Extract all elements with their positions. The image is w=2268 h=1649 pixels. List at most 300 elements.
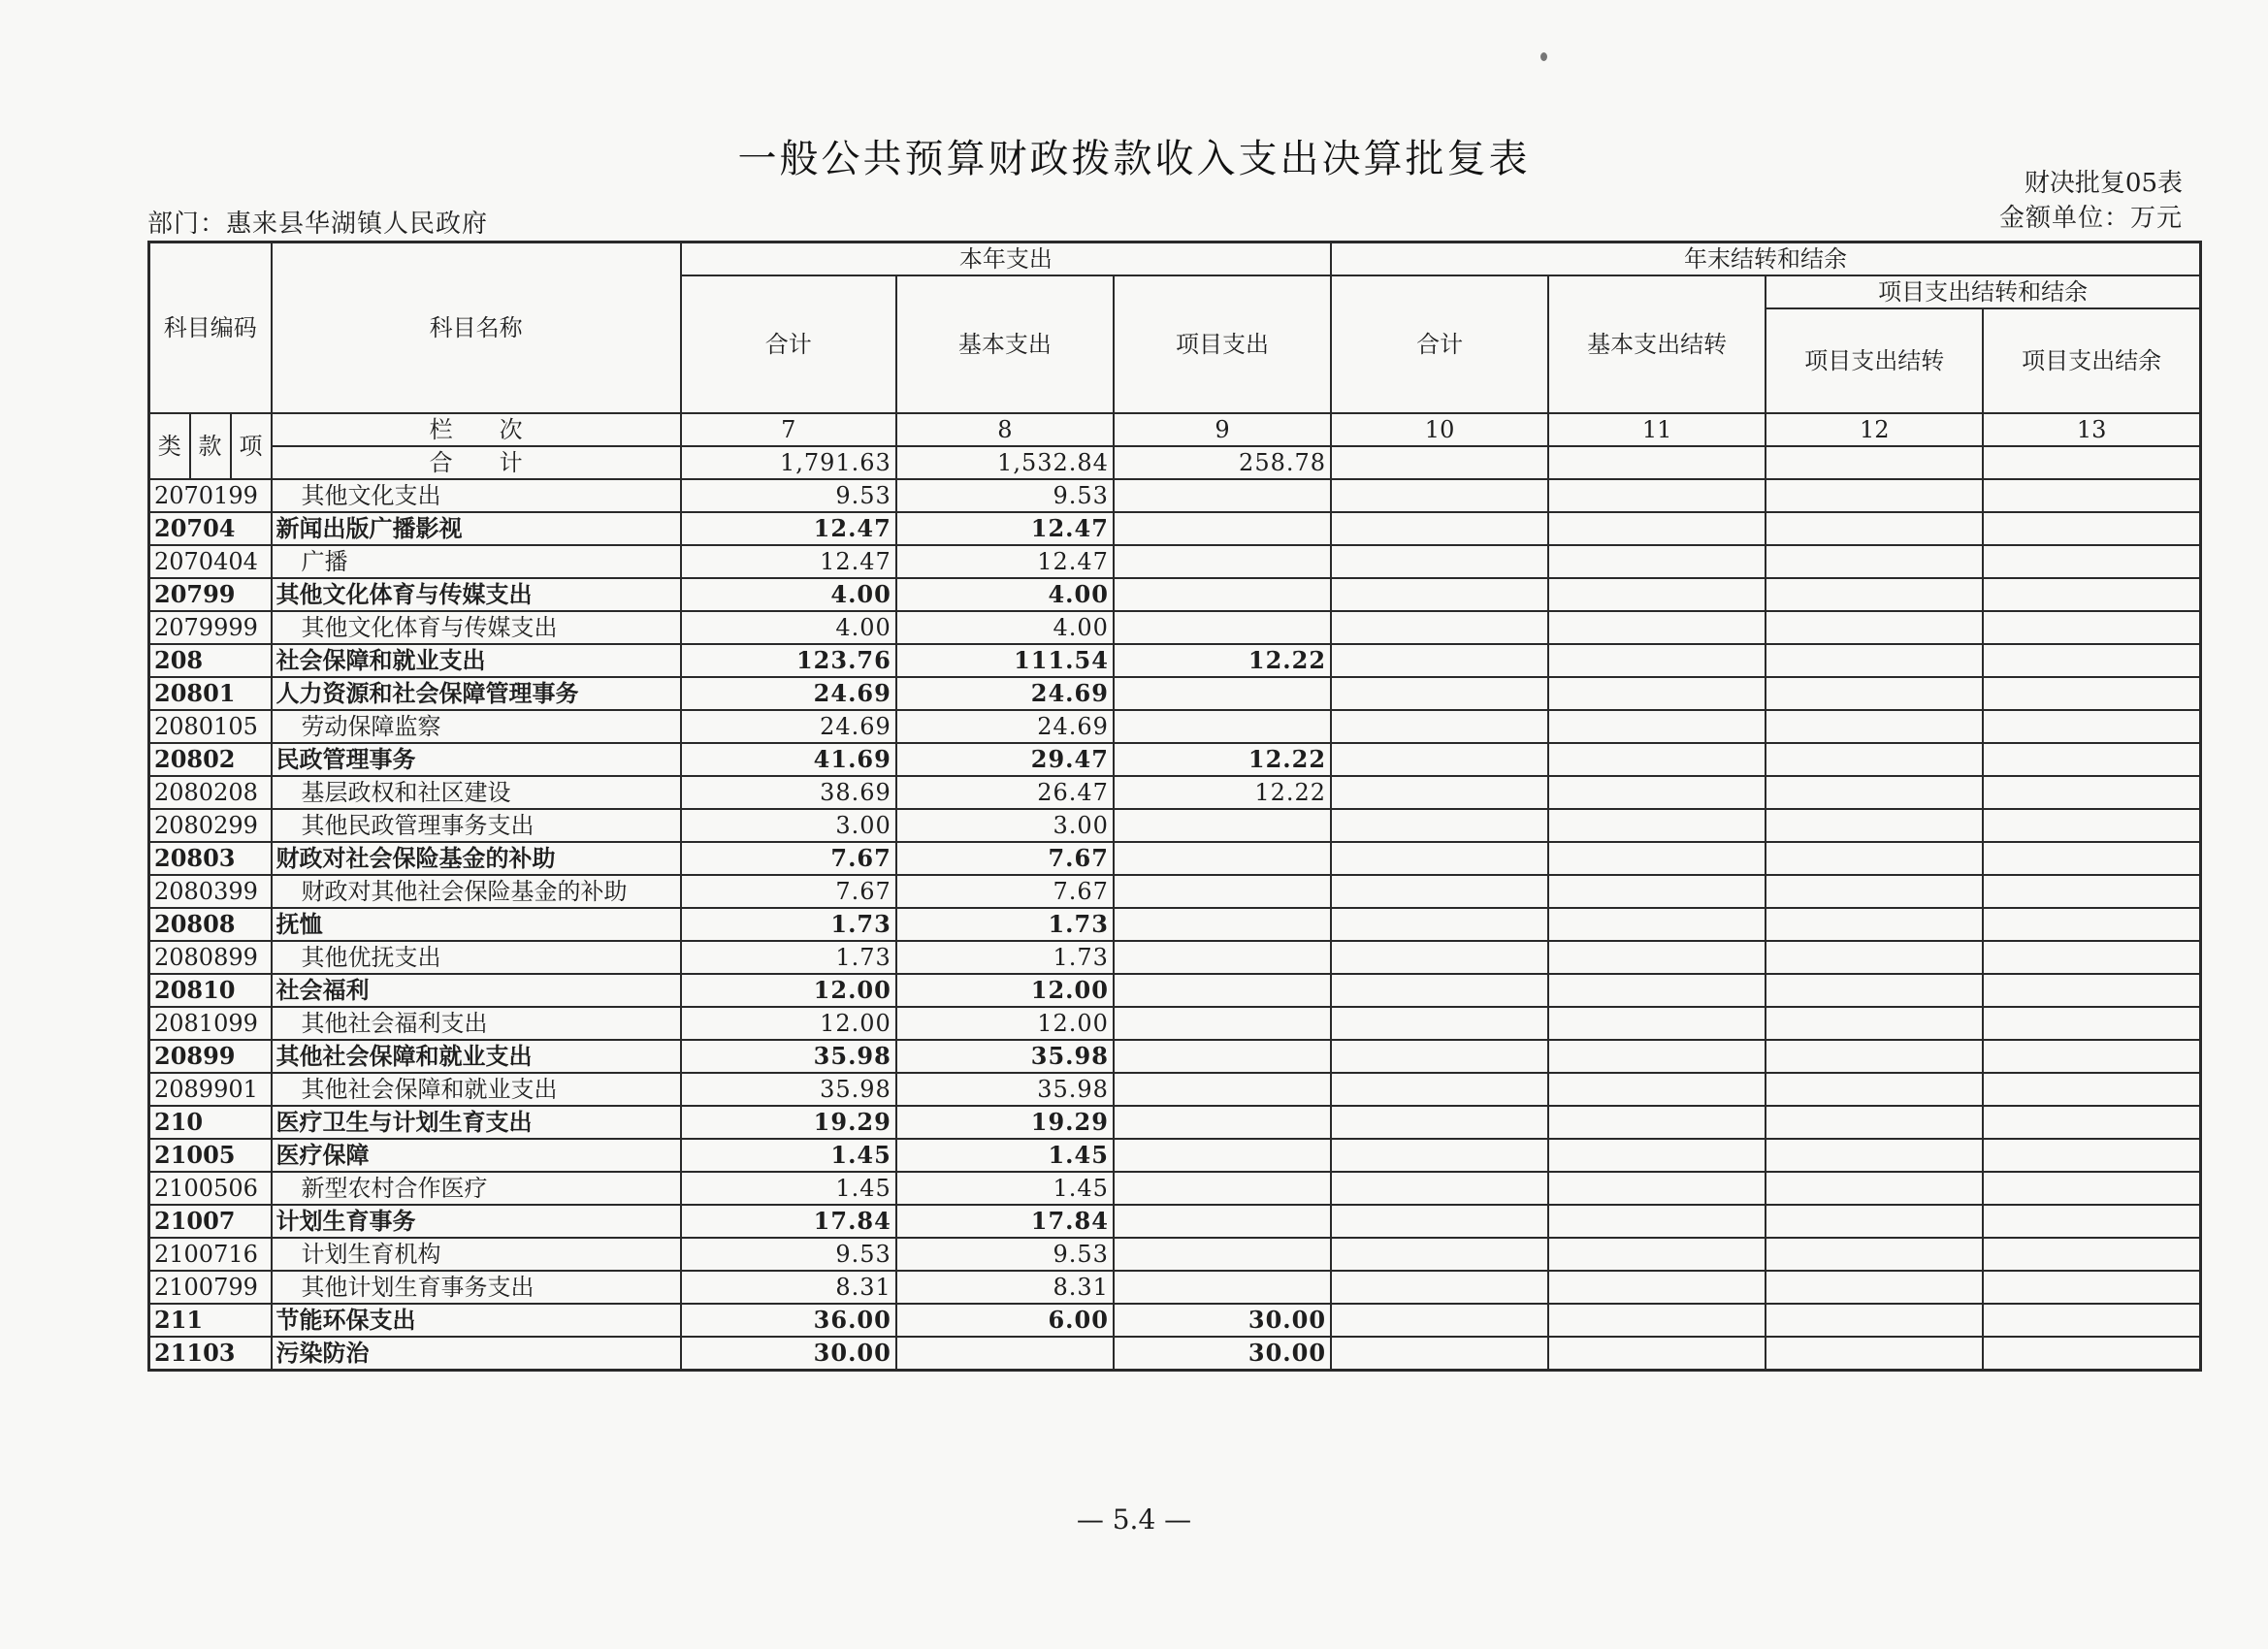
empty-cell [1766,1271,1983,1304]
empty-cell [1983,875,2200,908]
name-cell: 计划生育机构 [272,1238,681,1271]
empty-cell [1766,1205,1983,1238]
table-row [149,1205,2201,1238]
header-current-year: 本年支出 [681,242,1331,275]
empty-cell [1766,842,1983,875]
empty-cell [1331,1337,1548,1371]
table-row [149,875,2201,908]
empty-cell [1766,1139,1983,1172]
name-cell: 财政对其他社会保险基金的补助 [272,875,681,908]
empty-cell [1548,1271,1766,1304]
header-total: 合计 [681,275,896,413]
header-project: 项目支出 [1114,275,1331,413]
department-label: 部门：惠来县华湖镇人民政府 [147,210,489,239]
empty-cell [1331,1073,1548,1106]
header-basic: 基本支出 [896,275,1114,413]
code-cell: 210 [149,1106,272,1139]
code-cell: 2079999 [149,611,272,644]
empty-cell [1983,1304,2200,1337]
empty-cell [1331,1172,1548,1205]
basic-cell: 1.45 [896,1139,1114,1172]
project-cell [1114,677,1331,710]
empty-cell [1331,1205,1548,1238]
name-cell: 其他社会保障和就业支出 [272,1040,681,1073]
code-cell: 2080399 [149,875,272,908]
empty-cell [1983,446,2200,479]
empty-cell [1766,611,1983,644]
project-cell: 12.22 [1114,776,1331,809]
empty-cell [1983,1139,2200,1172]
empty-cell [1983,776,2200,809]
budget-table [147,241,2202,1372]
total-cell: 7.67 [681,875,896,908]
name-cell: 新闻出版广播影视 [272,512,681,545]
col-number: 9 [1114,413,1331,446]
empty-cell [1548,1073,1766,1106]
project-cell [1114,512,1331,545]
empty-cell [1331,875,1548,908]
empty-cell [1331,644,1548,677]
empty-cell [1548,842,1766,875]
code-cell: 2100799 [149,1271,272,1304]
basic-cell: 35.98 [896,1040,1114,1073]
grand-basic-cell: 1,532.84 [896,446,1114,479]
header-ye-total: 合计 [1331,275,1548,413]
total-cell: 12.47 [681,545,896,578]
empty-cell [1766,677,1983,710]
name-cell: 其他文化支出 [272,479,681,512]
name-cell: 其他文化体育与传媒支出 [272,611,681,644]
col-number: 11 [1548,413,1766,446]
empty-cell [1766,578,1983,611]
project-cell [1114,842,1331,875]
basic-cell: 1.73 [896,941,1114,974]
empty-cell [1983,545,2200,578]
basic-cell: 4.00 [896,578,1114,611]
empty-cell [1548,743,1766,776]
empty-cell [1983,1106,2200,1139]
empty-cell [1331,1007,1548,1040]
table-row [149,611,2201,644]
total-cell: 9.53 [681,479,896,512]
header-ye-project-surplus: 项目支出结余 [1983,308,2200,413]
empty-cell [1766,1304,1983,1337]
name-cell: 抚恤 [272,908,681,941]
code-cell: 2080105 [149,710,272,743]
empty-cell [1766,1073,1983,1106]
empty-cell [1331,1040,1548,1073]
empty-cell [1766,1172,1983,1205]
header-kuan: 款 [190,413,231,479]
basic-cell: 1.73 [896,908,1114,941]
empty-cell [1331,446,1548,479]
name-cell: 节能环保支出 [272,1304,681,1337]
table-row [149,974,2201,1007]
form-number: 财决批复05表 [2024,169,2183,198]
name-cell: 财政对社会保险基金的补助 [272,842,681,875]
empty-cell [1548,710,1766,743]
empty-cell [1331,1106,1548,1139]
name-cell: 其他计划生育事务支出 [272,1271,681,1304]
empty-cell [1331,842,1548,875]
table-row [149,1073,2201,1106]
table-row [149,941,2201,974]
project-cell: 12.22 [1114,743,1331,776]
code-cell: 2080299 [149,809,272,842]
table-row [149,1304,2201,1337]
code-cell: 20799 [149,578,272,611]
project-cell: 12.22 [1114,644,1331,677]
empty-cell [1983,1238,2200,1271]
header-code: 科目编码 [149,242,272,413]
total-cell: 19.29 [681,1106,896,1139]
project-cell [1114,479,1331,512]
col-number: 10 [1331,413,1548,446]
name-cell: 新型农村合作医疗 [272,1172,681,1205]
code-cell: 2081099 [149,1007,272,1040]
code-cell: 21103 [149,1337,272,1371]
header-name: 科目名称 [272,242,681,413]
header-ye-project-group: 项目支出结转和结余 [1766,275,2200,308]
grand-project-cell: 258.78 [1114,446,1331,479]
header-year-end: 年末结转和结余 [1331,242,2200,275]
empty-cell [1983,710,2200,743]
empty-cell [1548,875,1766,908]
empty-cell [1331,710,1548,743]
empty-cell [1766,446,1983,479]
empty-cell [1766,1238,1983,1271]
total-cell: 1.45 [681,1139,896,1172]
empty-cell [1548,1007,1766,1040]
empty-cell [1766,1337,1983,1371]
basic-cell: 24.69 [896,710,1114,743]
code-cell: 2100506 [149,1172,272,1205]
basic-cell: 3.00 [896,809,1114,842]
code-cell: 20808 [149,908,272,941]
empty-cell [1766,1040,1983,1073]
table-row [149,1007,2201,1040]
empty-cell [1983,1007,2200,1040]
total-cell: 30.00 [681,1337,896,1371]
table-row [149,842,2201,875]
project-cell [1114,1007,1331,1040]
name-cell: 污染防治 [272,1337,681,1371]
empty-cell [1766,1106,1983,1139]
total-cell: 38.69 [681,776,896,809]
project-cell [1114,908,1331,941]
empty-cell [1766,710,1983,743]
basic-cell: 9.53 [896,1238,1114,1271]
project-cell [1114,1271,1331,1304]
empty-cell [1548,776,1766,809]
empty-cell [1331,941,1548,974]
basic-cell: 35.98 [896,1073,1114,1106]
total-cell: 24.69 [681,710,896,743]
project-cell [1114,1205,1331,1238]
table-row [149,743,2201,776]
project-cell [1114,611,1331,644]
empty-cell [1766,908,1983,941]
empty-cell [1548,809,1766,842]
project-cell [1114,1040,1331,1073]
project-cell [1114,710,1331,743]
name-cell: 计划生育事务 [272,1205,681,1238]
empty-cell [1983,1073,2200,1106]
name-cell: 其他社会福利支出 [272,1007,681,1040]
basic-cell: 12.00 [896,1007,1114,1040]
empty-cell [1983,1337,2200,1371]
name-cell: 社会保障和就业支出 [272,644,681,677]
name-cell: 社会福利 [272,974,681,1007]
code-cell: 208 [149,644,272,677]
empty-cell [1548,1172,1766,1205]
basic-cell: 26.47 [896,776,1114,809]
total-cell: 41.69 [681,743,896,776]
total-cell: 1.45 [681,1172,896,1205]
table-row [149,710,2201,743]
basic-cell: 29.47 [896,743,1114,776]
empty-cell [1331,809,1548,842]
empty-cell [1548,1106,1766,1139]
table-row [149,1172,2201,1205]
table-row [149,578,2201,611]
empty-cell [1766,479,1983,512]
empty-cell [1766,941,1983,974]
project-cell [1114,1139,1331,1172]
total-cell: 12.00 [681,1007,896,1040]
empty-cell [1983,677,2200,710]
empty-cell [1983,611,2200,644]
basic-cell: 12.47 [896,545,1114,578]
name-cell: 其他优抚支出 [272,941,681,974]
code-cell: 20810 [149,974,272,1007]
table-row [149,776,2201,809]
header-heji: 合 计 [272,446,681,479]
total-cell: 7.67 [681,842,896,875]
total-cell: 4.00 [681,611,896,644]
table-row [149,545,2201,578]
project-cell [1114,1106,1331,1139]
name-cell: 其他民政管理事务支出 [272,809,681,842]
empty-cell [1331,512,1548,545]
table-row [149,1337,2201,1371]
empty-cell [1766,743,1983,776]
code-cell: 2070199 [149,479,272,512]
empty-cell [1766,809,1983,842]
col-number: 8 [896,413,1114,446]
basic-cell: 6.00 [896,1304,1114,1337]
empty-cell [1983,1271,2200,1304]
empty-cell [1983,743,2200,776]
name-cell: 医疗卫生与计划生育支出 [272,1106,681,1139]
empty-cell [1983,809,2200,842]
table-row [149,512,2201,545]
header-lanci: 栏 次 [272,413,681,446]
basic-cell: 8.31 [896,1271,1114,1304]
empty-cell [1548,974,1766,1007]
total-cell: 9.53 [681,1238,896,1271]
amount-unit: 金额单位：万元 [1998,204,2183,233]
project-cell [1114,1238,1331,1271]
table-row [149,809,2201,842]
total-cell: 1.73 [681,941,896,974]
empty-cell [1548,1238,1766,1271]
empty-cell [1548,644,1766,677]
empty-cell [1548,545,1766,578]
empty-cell [1983,1172,2200,1205]
empty-cell [1766,512,1983,545]
empty-cell [1331,677,1548,710]
project-cell: 30.00 [1114,1304,1331,1337]
table-row [149,1271,2201,1304]
code-cell: 21005 [149,1139,272,1172]
total-cell: 12.00 [681,974,896,1007]
total-cell: 36.00 [681,1304,896,1337]
code-cell: 20704 [149,512,272,545]
empty-cell [1983,578,2200,611]
code-cell: 2089901 [149,1073,272,1106]
empty-cell [1983,512,2200,545]
basic-cell: 12.00 [896,974,1114,1007]
table-row [149,1238,2201,1271]
total-cell: 24.69 [681,677,896,710]
empty-cell [1983,1040,2200,1073]
table-row [149,1139,2201,1172]
basic-cell: 12.47 [896,512,1114,545]
empty-cell [1331,908,1548,941]
project-cell [1114,941,1331,974]
empty-cell [1548,1040,1766,1073]
total-cell: 4.00 [681,578,896,611]
empty-cell [1331,611,1548,644]
total-cell: 35.98 [681,1040,896,1073]
total-cell: 8.31 [681,1271,896,1304]
header-ye-project-carry: 项目支出结转 [1766,308,1983,413]
empty-cell [1766,974,1983,1007]
empty-cell [1548,1337,1766,1371]
empty-cell [1983,1205,2200,1238]
basic-cell: 9.53 [896,479,1114,512]
name-cell: 其他文化体育与传媒支出 [272,578,681,611]
basic-cell: 7.67 [896,842,1114,875]
project-cell [1114,809,1331,842]
basic-cell: 17.84 [896,1205,1114,1238]
grand-total-cell: 1,791.63 [681,446,896,479]
project-cell [1114,1172,1331,1205]
empty-cell [1548,611,1766,644]
basic-cell [896,1337,1114,1371]
code-cell: 2080899 [149,941,272,974]
total-cell: 17.84 [681,1205,896,1238]
basic-cell: 1.45 [896,1172,1114,1205]
code-cell: 20899 [149,1040,272,1073]
table-row [149,479,2201,512]
project-cell [1114,875,1331,908]
total-cell: 123.76 [681,644,896,677]
empty-cell [1331,479,1548,512]
empty-cell [1331,743,1548,776]
basic-cell: 19.29 [896,1106,1114,1139]
page-number: — 5.4 — [1076,1504,1192,1536]
empty-cell [1766,776,1983,809]
code-cell: 2100716 [149,1238,272,1271]
project-cell [1114,545,1331,578]
table-row [149,1040,2201,1073]
empty-cell [1983,842,2200,875]
page-title: 一般公共预算财政拨款收入支出决算批复表 [737,137,1531,181]
empty-cell [1331,776,1548,809]
name-cell: 基层政权和社区建设 [272,776,681,809]
empty-cell [1983,644,2200,677]
total-cell: 12.47 [681,512,896,545]
name-cell: 劳动保障监察 [272,710,681,743]
empty-cell [1548,908,1766,941]
basic-cell: 7.67 [896,875,1114,908]
table-row [149,644,2201,677]
empty-cell [1331,974,1548,1007]
empty-cell [1983,974,2200,1007]
col-number: 12 [1766,413,1983,446]
code-cell: 20802 [149,743,272,776]
project-cell [1114,974,1331,1007]
project-cell: 30.00 [1114,1337,1331,1371]
col-number: 13 [1983,413,2200,446]
empty-cell [1983,908,2200,941]
empty-cell [1548,479,1766,512]
empty-cell [1983,479,2200,512]
basic-cell: 4.00 [896,611,1114,644]
empty-cell [1766,644,1983,677]
empty-cell [1766,875,1983,908]
empty-cell [1548,941,1766,974]
name-cell: 其他社会保障和就业支出 [272,1073,681,1106]
empty-cell [1331,545,1548,578]
basic-cell: 24.69 [896,677,1114,710]
name-cell: 广播 [272,545,681,578]
header-xiang: 项 [231,413,272,479]
total-cell: 3.00 [681,809,896,842]
table-row [149,677,2201,710]
header-lei: 类 [149,413,190,479]
empty-cell [1331,1238,1548,1271]
project-cell [1114,1073,1331,1106]
empty-cell [1331,1271,1548,1304]
empty-cell [1331,1139,1548,1172]
table-row [149,1106,2201,1139]
header-ye-basic: 基本支出结转 [1548,275,1766,413]
col-number: 7 [681,413,896,446]
empty-cell [1548,512,1766,545]
code-cell: 21007 [149,1205,272,1238]
code-cell: 2080208 [149,776,272,809]
total-cell: 35.98 [681,1073,896,1106]
empty-cell [1548,578,1766,611]
empty-cell [1548,1304,1766,1337]
empty-cell [1548,677,1766,710]
scan-speck [1540,52,1547,61]
empty-cell [1766,1007,1983,1040]
code-cell: 2070404 [149,545,272,578]
project-cell [1114,578,1331,611]
name-cell: 民政管理事务 [272,743,681,776]
empty-cell [1331,578,1548,611]
empty-cell [1548,446,1766,479]
code-cell: 20803 [149,842,272,875]
empty-cell [1548,1205,1766,1238]
name-cell: 医疗保障 [272,1139,681,1172]
empty-cell [1331,1304,1548,1337]
total-cell: 1.73 [681,908,896,941]
